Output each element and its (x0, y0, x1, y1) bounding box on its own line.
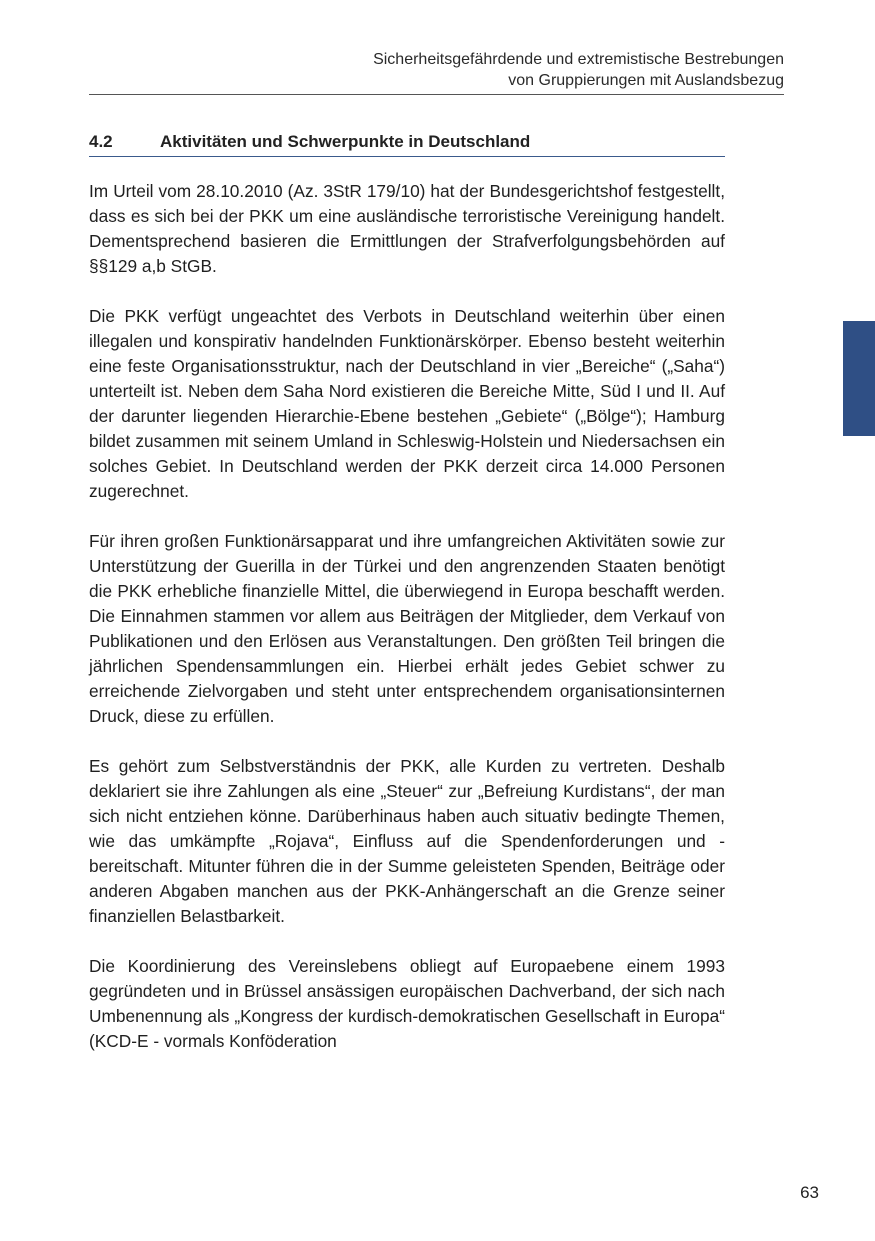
paragraph: Im Urteil vom 28.10.2010 (Az. 3StR 179/10) hat der Bundesgerichtshof festgestellt, dass es sich bei der PKK um eine ausländische terroristische Vereinigung handelt. Dementsprechend basieren die Ermittlungen der Strafverfolgungsbehörden auf §§129 a,b StGB. (89, 181, 725, 276)
paragraph: Für ihren großen Funktionärsapparat und ihre umfangreichen Aktivitäten sowie zur Unterstützung der Guerilla in der Türkei und den angrenzenden Staaten benötigt die PKK erhebliche finanzielle Mittel, die überwiegend in Europa beschafft werden. Die Einnahmen stammen vor allem aus Beiträgen der Mitglieder, dem Verkauf von Publikationen und den Erlösen aus Veranstaltungen. Den größten Teil bringen die jährlichen Spendensammlungen ein. Hierbei erhält jedes Gebiet schwer zu erreichende Zielvorgaben und steht unter entsprechendem organisationsinternen Druck, diese zu erfüllen. (89, 531, 725, 726)
running-header-line-2: von Gruppierungen mit Auslandsbezug (508, 72, 784, 89)
paragraph: Es gehört zum Selbstverständnis der PKK, alle Kurden zu vertreten. Deshalb deklariert sie ihre Zahlungen als eine „Steuer“ zur „Befreiung Kurdistans“, der man sich nicht entziehen könne. Darüberhinaus haben auch situativ bedingte Themen, wie das umkämpfte „Rojava“, Einfluss auf die Spendenforderungen und -bereitschaft. Mitunter führen die in der Summe geleisteten Spenden, Beiträge oder anderen Abgaben manchen aus der PKK-Anhängerschaft an die Grenze seiner finanziellen Belastbarkeit. (89, 756, 725, 926)
page-number: 63 (800, 1183, 819, 1202)
chapter-tab-marker (843, 321, 875, 436)
body-text (89, 179, 725, 1079)
running-header (89, 49, 784, 91)
section-heading (89, 131, 725, 157)
header-divider (89, 94, 784, 95)
running-header-line-1: Sicherheitsgefährdende und extremistische Bestrebungen (373, 51, 784, 68)
section-title: Aktivitäten und Schwerpunkte in Deutschland (160, 132, 531, 151)
section-number: 4.2 (89, 132, 113, 151)
paragraph: Die PKK verfügt ungeachtet des Verbots in Deutschland weiterhin über einen illegalen und konspirativ handelnden Funktionärskörper. Ebenso besteht weiterhin eine feste Organisationsstruktur, nach der Deutschland in vier „Bereiche“ („Saha“) unterteilt ist. Neben dem Saha Nord existieren die Bereiche Mitte, Süd I und II. Auf der darunter liegenden Hierarchie-Ebene bestehen „Gebiete“ („Bölge“); Hamburg bildet zusammen mit seinem Umland in Schleswig-Holstein und Niedersachsen ein solches Gebiet. In Deutschland werden der PKK derzeit circa 14.000 Personen zugerechnet. (89, 306, 725, 501)
paragraph: Die Koordinierung des Vereinslebens obliegt auf Europaebene einem 1993 gegründeten und in Brüssel ansässigen europäischen Dachverband, der sich nach Umbenennung als „Kongress der kurdisch-demokratischen Gesellschaft in Europa“ (KCD-E - vormals Konföderation (89, 956, 725, 1051)
